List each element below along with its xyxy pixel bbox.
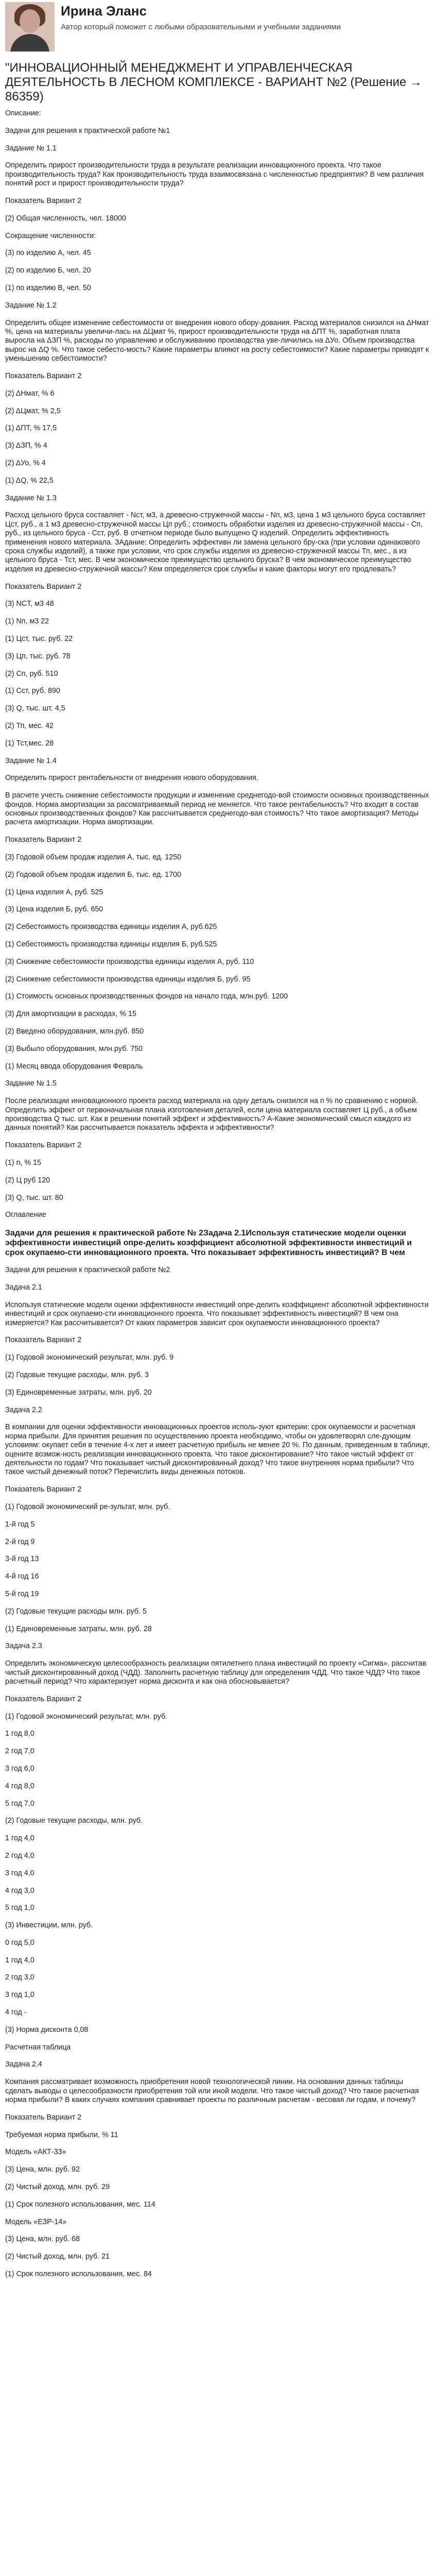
text-line: (3) Цена изделия Б, руб. 650 [5,905,103,914]
text-line: Сокращение численности: [5,231,96,240]
text-line: Модель «АКТ-33» [5,2148,66,2157]
text-line: Задание № 1.4 [5,756,57,765]
text-line: 5 год 1,0 [5,1904,34,1912]
text-line: (3) ΔЗП, % 4 [5,442,47,450]
text-line: Показатель Вариант 2 [5,197,82,205]
text-line: Показатель Вариант 2 [5,1141,82,1150]
text-line: Показатель Вариант 2 [5,2113,82,2122]
text-line: (3) Цена, млн. руб. 92 [5,2165,80,2174]
text-line: Задача 2.4 [5,2060,42,2069]
text-line: 3 год 6,0 [5,1764,34,1773]
text-line: (3) Единовременные затраты, млн. руб. 20 [5,1388,152,1397]
text-line: (1) ΔQ, % 22,5 [5,476,54,485]
text-line: (1) Единовременные затраты, млн. руб. 28 [5,1624,152,1633]
text-line: (1) Годовой экономический ре-зультат, млн. руб. [5,1502,170,1511]
text-line: (1) Срок полезного использования, мес. 84 [5,2270,152,2279]
text-line: (2) Годовой объем продаж изделия Б, тыс. ед. 1700 [5,870,182,879]
text-line: (2) Годовые текущие расходы, млн. руб. 3 [5,1370,149,1379]
text-line: (3) Выбыло оборудования, млн.руб. 750 [5,1044,143,1053]
text-line: 1 год 4,0 [5,1834,34,1843]
text-line: (3) Снижение себестоимости производства единицы изделия А, руб. 110 [5,957,254,966]
author-block [0,0,436,55]
text-line: (2) Ц руб 120 [5,1176,50,1184]
text-line: (3) Годовой объем продаж изделия А, тыс. ед. 1250 [5,853,182,861]
text-line: 4-й год 16 [5,1572,39,1581]
text-line: (3) Инвестиции, млн. руб. [5,1921,93,1930]
text-line: (2) Годовые текущие расходы, млн. руб. [5,1817,143,1825]
text-line: После реализации инновационного проекта расход материала на одну деталь снизился на п % по сравнению с нормой. Определить эффект от первоначальная плана изготовления деталей, если цена материала составляет Ц руб., а объем производства Q тыс. шт. Как в решении понятий эффект и эффективность? А-Какие экономический смысл каждого из данных понятий? Как рассчитывается показатель эффекта и эффективности? [5,1097,418,1132]
text-line: Задача 2.3 [5,1642,42,1651]
text-line: (2) Чистый доход, млн. руб. 21 [5,2252,110,2261]
text-line: Показатель Вариант 2 [5,582,82,591]
document-body [0,61,436,2279]
text-line: Оглавление [5,1211,46,1219]
text-line: (1) Срок полезного использования, мес. 114 [5,2200,155,2209]
text-line: 3-й год 13 [5,1555,39,1564]
text-line: Задачи для решения к практической работе №2 [5,1266,170,1275]
text-line: (2) Сп, руб. 510 [5,669,58,678]
author-name[interactable]: Ирина Эланс [61,3,147,19]
text-line: Показатель Вариант 2 [5,372,82,380]
text-line: (1) Стоимость основных производственных фондов на начало года, млн.руб. 1200 [5,992,288,1001]
text-line: 3 год 1,0 [5,1991,34,1999]
text-line: Показатель Вариант 2 [5,1485,82,1494]
text-line: (1) Nп, м3 22 [5,617,49,626]
text-line: Описание: [5,109,41,117]
text-line: 1-й год 5 [5,1520,35,1529]
text-line: (2) Введено оборудования, млн.руб. 850 [5,1027,144,1036]
text-line: Задание № 1.1 [5,144,57,152]
text-line: Показатель Вариант 2 [5,1336,82,1345]
text-line: 1 год 4,0 [5,1956,34,1964]
text-line: 4 год - [5,2008,27,2017]
text-line: 2-й год 9 [5,1537,35,1546]
text-line: 4 год 3,0 [5,1886,34,1895]
text-line: Расход цельного бруса составляет - Nст, м3, а древесно-стружечной массы - Nп, м3, цена 1 м3 цельного бруса составляет Цст, руб., а 1 м3 древесно-стружечной массы Цп руб.; стоимость обработки изделия из древесно-стружечной массы - Сп, руб., из цельного бруса - Сст, руб. В отчетном периоде было выпущено Q изделий. Определить эффективность применения нового материала. ЗАдание: Определить эффективн ли замена цельного бру-ска (при условии одинакового срока службы изделий), а также при условии, что срок службы изделия из древесно-стружечной массы Тп, мес., а из цельного бруса - Тст, мес. В чем экономическое преимущество цельного бруска? В чем экономическое преимущество изделия из древесно-стружечной массы? Кем определяется срок службы и какие факторы могут его продлевать? [5,511,426,573]
text-line: 2 год 4,0 [5,1851,34,1860]
text-line: Задание № 1.3 [5,494,57,502]
author-description: Автор который поможет с любыми образовательными и учебными заданиями [61,23,341,31]
task-list-1 [5,109,431,1220]
text-line: (2) Общая численность, чел. 18000 [5,214,126,223]
text-line: (2) ΔЦмат, % 2,5 [5,406,61,415]
text-line: 1 год 8,0 [5,1730,34,1738]
text-line: (2) Снижение себестоимости производства единицы изделия Б, руб. 95 [5,975,251,984]
text-line: Требуемая норма прибыли, % 11 [5,2130,118,2139]
text-line: Определить общее изменение себестоимости от внедрения нового обору-дования. Расход материалов снизился на ΔНмат %, цена на материалы увеличи-лась на ΔЦмат %, прирост производительности труда на ΔПТ %, заработная плата выросла на ΔЗП %, расходы по управлению и обслуживанию производства уве-личились на ΔУо. Объем производства вырос на ΔQ %. Что такое себесто-мость? Какие параметры влияют на росту себестоимости? Какие параметры приводят к уменьшению себестоимости? [5,318,429,363]
text-line: Определить прирост производительности труда в результате реализации инновационного проекта. Что такое производительность труда? Как производительность труда взаимосвязана с численностью предприятия? В чем различия понятий рост и прирост производительности труда? [5,161,424,188]
text-line: (3) Q, тыс. шт. 4,5 [5,704,65,713]
text-line: (1) Цст, тыс. руб. 22 [5,635,73,643]
text-line: Расчетная таблица [5,2043,71,2052]
text-line: (1) ΔПТ, % 17,5 [5,424,57,433]
text-line: Компания рассматривает возможность приобретения новой технологической линии. На основании данных таблицы сделать выводы о целесообразности приобретения той или иной модели. Что такое чистый доход? Что такое расчетная норма прибыли? В каких случаях компания сравнивает проекты по различным расчетам - весовая ли годам, и почему? [5,2078,419,2105]
text-line: (3) NCT, м3 48 [5,600,54,608]
task-list-2 [5,1266,431,2279]
author-avatar [5,2,55,52]
text-line: Определить прирост рентабельности от внедрения нового оборудования. [5,774,258,783]
text-line: Модель «ЕЗР-14» [5,2217,67,2226]
text-line: (1) Цена изделия А, руб. 525 [5,888,103,896]
text-line: (2) Себестоимость производства единицы изделия А, руб.625 [5,923,217,931]
text-line: Задачи для решения к практической работе №1 [5,126,170,135]
text-line: (1) Месяц ввода оборудования Февраль [5,1062,143,1071]
section-heading: Задачи для решения к практической работе № 2Задача 2.1Используя статические модели оценки эффективности инвестиций опре-делить коэффициент абсолютной эффективности инвестиций и срок окупаемо-сти инновационного проекта. Что показывает эффективность инвестиций? В чем [5,1229,412,1258]
text-line: Задание № 1.5 [5,1079,57,1088]
text-line: 2 год 3,0 [5,1973,34,1982]
text-line: (1) n, % 15 [5,1158,41,1167]
text-line: (1) по изделию В, чел. 50 [5,283,91,292]
text-line: (1) Тст,мес. 28 [5,739,54,748]
text-line: (2) Чистый доход, млн. руб. 29 [5,2183,110,2192]
author-info [61,2,341,32]
text-line: (3) Цена, млн. руб. 68 [5,2235,80,2244]
text-line: (3) Q, тыс. шт. 80 [5,1193,63,1202]
text-line: 4 год 8,0 [5,1782,34,1790]
text-line: (2) ΔУо, % 4 [5,459,46,467]
text-line: (2) Годовые текущие расходы млн. руб. 5 [5,1607,147,1616]
text-line: Используя статические модели оценки эффективности инвестиций опре-делить коэффициент абсолютной эффективности инвестиций и срок окупаемо-сти инновационного проекта. Что показывает эффективность инвестиций? В чем она измеряется? Как рассчитывается? От каких параметров зависит срок окупаемости инновационного проекта? [5,1300,429,1327]
text-line: (3) Цп, тыс. руб. 78 [5,652,71,660]
document-title: "ИННОВАЦИОННЫЙ МЕНЕДЖМЕНТ И УПРАВЛЕНЧЕСКАЯ ДЕЯТЕЛЬНОСТЬ В ЛЕСНОМ КОМПЛЕКСЕ - ВАРИАНТ №2 (Решение → 86359) [5,61,423,104]
text-line: Показатель Вариант 2 [5,836,82,844]
text-line: (3) Для амортизации в расходах, % 15 [5,1010,136,1019]
text-line: (1) Сст, руб. 890 [5,687,60,696]
text-line: В компании для оценки эффективности инновационных проектов исполь-зуют критерии: срок окупаемости и расчетная норма прибыли. Для принятия решения по осуществлению проекта необходимо, чтобы он удовлетворял сле-дующим условиям: окупает себя в течение 4-х лет и имеет расчетную прибыль не менее 20 %. По данным, приведенным в таблице, оцените возмож-ность реализации инновационного проекта. Что такое дисконтирование? Что такое чистый эффект от деятельности по годам? Что показывает чистый дисконтированный доход? Что такое внутренняя норма прибыли? Что такое чистый денежный поток? Перечислить виды денежных потоков. [5,1423,430,1477]
text-line: 3 год 4,0 [5,1869,34,1877]
text-line: 0 год 5,0 [5,1938,34,1947]
text-line: (2) ΔНмат, % 6 [5,389,55,398]
text-line: Определить экономическую целесообразность реализации пятилетнего плана инвестиций по проекту «Сигма», рассчитав чистый дисконтированный доход (ЧДД). Заполнить расчетную таблицу для определения ЧДД. Что такое ЧДД? Что такое расчетный период? Что характеризует норма дисконта и как она обосновывается? [5,1659,427,1686]
text-line: Задача 2.2 [5,1405,42,1414]
text-line: Задача 2.1 [5,1283,42,1292]
text-line: 5-й год 19 [5,1589,39,1598]
text-line: (1) Годовой экономический результат, млн. руб. [5,1712,168,1721]
text-line: (1) Себестоимость производства единицы изделия Б, руб.525 [5,940,217,948]
text-line: (2) по изделию Б, чел. 20 [5,266,91,275]
text-line: Показатель Вариант 2 [5,1694,82,1703]
text-line: (3) Норма дисконта 0,08 [5,2025,89,2034]
text-line: 2 год 7,0 [5,1747,34,1756]
text-line: (3) по изделию А, чел. 45 [5,249,91,258]
text-line: В расчете учесть снижение себестоимости продукции и изменение среднегодо-вой стоимости основных производственных фондов. Норма амортизации за рассматриваемый период не меняется. Что такое рентабельность? Что входит в состав основных производственных фондов? Как рассчитывается среднегодо-вая стоимость? Что такое амортизация? Методы расчета амортизации. Норма амортизации. [5,791,429,827]
text-line: 5 год 7,0 [5,1799,34,1808]
text-line: (2) Тп, мес. 42 [5,721,54,730]
text-line: Задание № 1.2 [5,301,57,310]
text-line: (1) Годовой экономический результат, млн. руб. 9 [5,1353,174,1362]
